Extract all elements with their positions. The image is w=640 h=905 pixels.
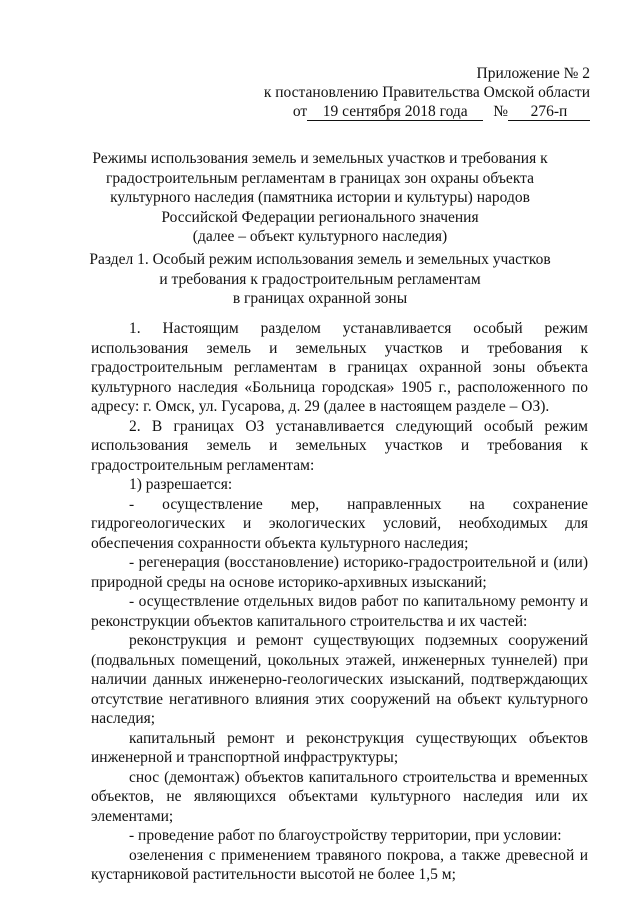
title-line: Российской Федерации регионального значения xyxy=(161,208,479,226)
paragraph: 1) разрешается: xyxy=(129,476,233,493)
title-line: (далее – объект культурного наследия) xyxy=(192,228,448,245)
paragraph: - регенерация (восстановление) историко-градостроительной и (или) природной среды на основе историко-архивных изысканий; xyxy=(91,554,588,591)
section-heading-line: Раздел 1. Особый режим использования земель и земельных участков xyxy=(89,251,551,268)
title-line: культурного наследия (памятника истории и культуры) народов xyxy=(110,189,530,206)
resolution-reference: к постановлению Правительства Омской области xyxy=(263,84,590,101)
appendix-label: Приложение № 2 xyxy=(476,65,590,82)
paragraph: капитальный ремонт и реконструкция существующих объектов инженерной и транспортной инфраструктуры; xyxy=(91,729,588,766)
section-heading xyxy=(70,250,570,309)
paragraph: - осуществление мер, направленных на сохранение гидрогеологических и экологических условий, необходимых для обеспечения сохранности объекта культурного наследия; xyxy=(91,495,588,552)
paragraph: озеленения с применением травяного покрова, а также древесной и кустарниковой растительности высотой не более 1,5 м; xyxy=(91,846,588,883)
document-body xyxy=(91,319,588,885)
paragraph: 1. Настоящим разделом устанавливается особый режим использования земель и земельных участков и требования к градостроительным регламентам в границах охранной зоны объекта культурного наследия «Больница городская» 1905 г., расположенного по адресу: г. Омск, ул. Гусарова, д. 29 (далее в настоящем разделе – ОЗ). xyxy=(91,320,588,415)
paragraph: реконструкция и ремонт существующих подземных сооружений (подвальных помещений, цокольных этажей, инженерных туннелей) при наличии данных инженерно-геологических изысканий, подтверждающих отсутствие негативного влияния этих сооружений на объект культурного наследия; xyxy=(91,632,588,727)
appendix-header xyxy=(264,64,590,121)
paragraph: - проведение работ по благоустройству территории, при условии: xyxy=(129,827,562,844)
paragraph: - осуществление отдельных видов работ по капитальному ремонту и реконструкции объектов капитального строительства и их частей: xyxy=(91,593,588,630)
resolution-date: 19 сентября 2018 года xyxy=(307,104,483,121)
date-prefix: от xyxy=(292,103,308,120)
document-title xyxy=(70,149,570,247)
section-heading-line: и требования к градостроительным регламентам xyxy=(159,270,481,288)
number-prefix: № xyxy=(493,103,508,120)
paragraph: 2. В границах ОЗ устанавливается следующий особый режим использования земель и земельных участков и требования к градостроительным регламентам: xyxy=(91,417,588,474)
resolution-number: 276-п xyxy=(508,104,590,121)
date-number-line xyxy=(264,102,590,121)
section-heading-line: в границах охранной зоны xyxy=(232,290,408,307)
title-line: Режимы использования земель и земельных участков и требования к xyxy=(92,150,548,167)
paragraph: снос (демонтаж) объектов капитального строительства и временных объектов, не являющихся объектами культурного наследия или их элементами; xyxy=(91,768,588,825)
title-line: градостроительным регламентам в границах зон охраны объекта xyxy=(106,169,534,187)
